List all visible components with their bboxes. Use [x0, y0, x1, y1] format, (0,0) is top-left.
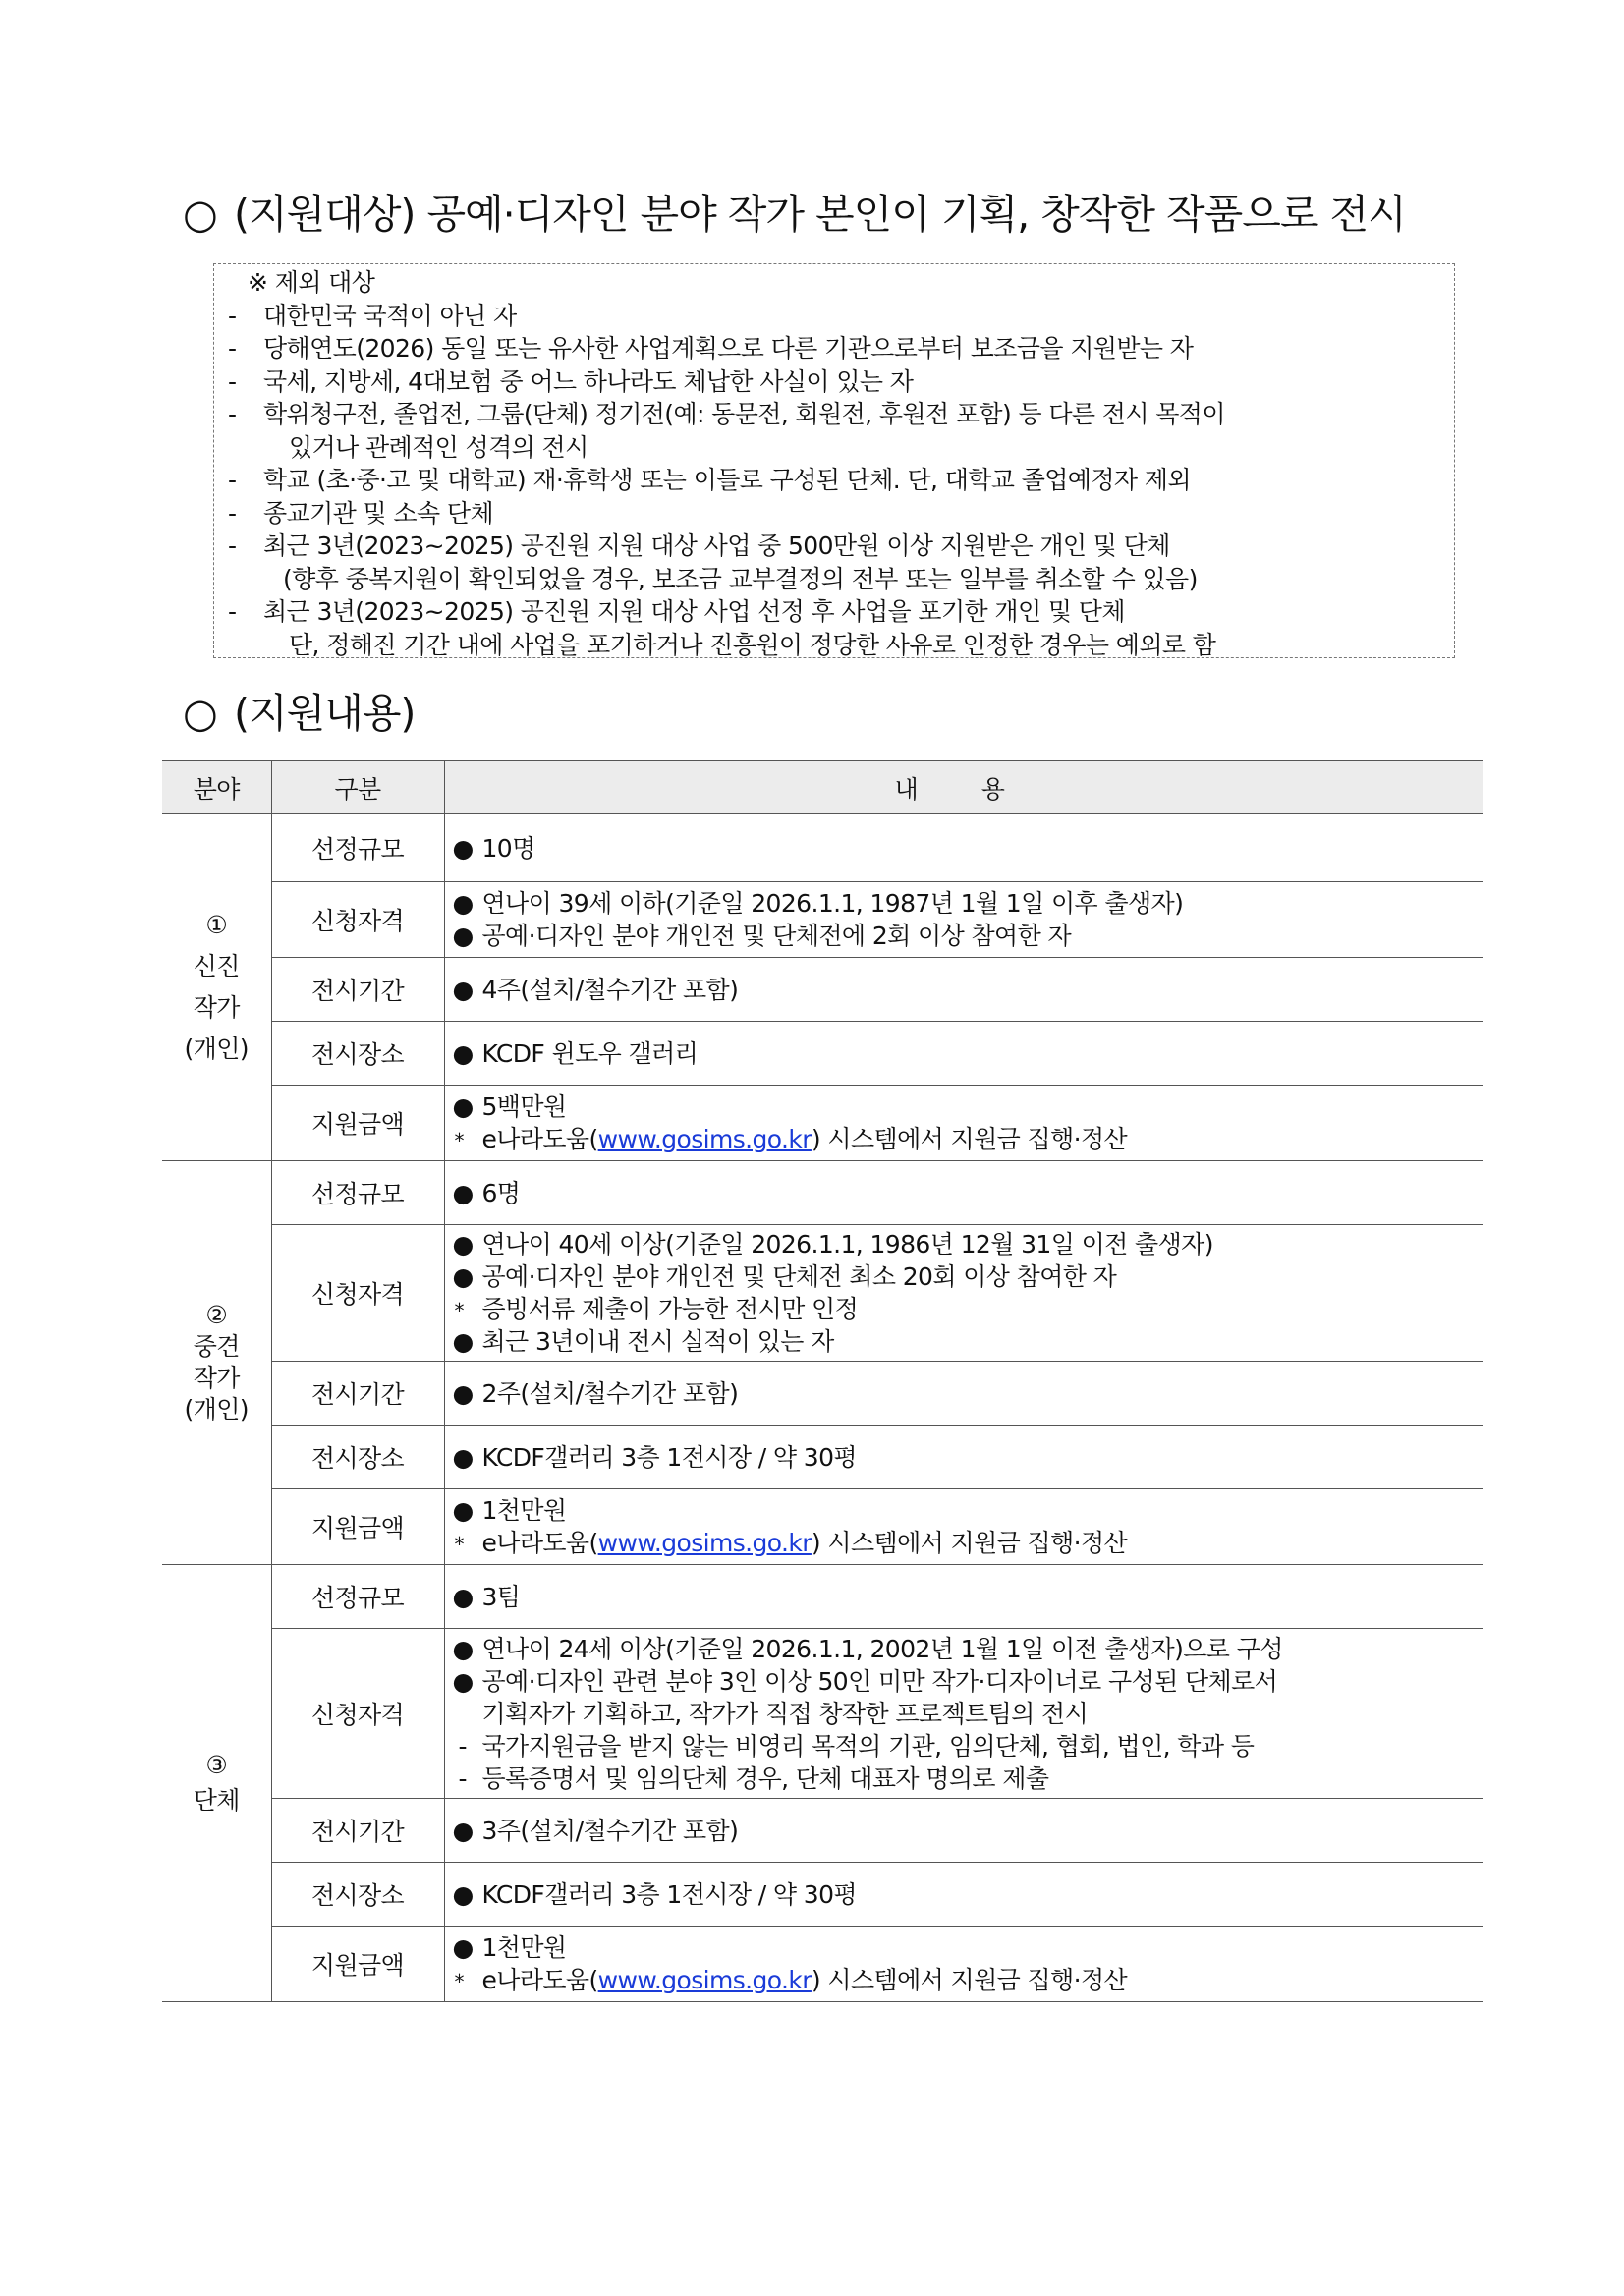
row-content: ● 1천만원 * e나라도움(www.gosims.go.kr) 시스템에서 지원금 집행·정산	[444, 1927, 1483, 2002]
table-row	[162, 958, 1483, 1022]
row-content: ● 연나이 40세 이상(기준일 2026.1.1, 1986년 12월 31일 이전 출생자) ● 공예·디자인 분야 개인전 및 단체전 최소 20회 이상 참여한 자 * 증빙서류 제출이 가능한 전시만 인정 ● 최근 3년이내 전시 실적이 있는 자	[444, 1225, 1483, 1362]
row-label: 선정규모	[271, 1565, 444, 1629]
row-label: 전시장소	[271, 1426, 444, 1489]
exclusion-item: - 대한민국 국적이 아닌 자	[228, 301, 517, 330]
exclusion-item: - 학교 (초·중·고 및 대학교) 재·휴학생 또는 이들로 구성된 단체. 단, 대학교 졸업예정자 제외	[228, 466, 1191, 494]
exclusion-title: ※ 제외 대상	[248, 268, 375, 297]
row-content: ● 3팀	[444, 1565, 1483, 1629]
row-content: ● 1천만원 * e나라도움(www.gosims.go.kr) 시스템에서 지원금 집행·정산	[444, 1489, 1483, 1565]
table-row	[162, 1086, 1483, 1161]
exclusion-item-continuation: (향후 중복지원이 확인되었을 경우, 보조금 교부결정의 전부 또는 일부를 취소할 수 있음)	[283, 564, 1198, 593]
row-label: 지원금액	[271, 1927, 444, 2002]
row-content: ● KCDF갤러리 3층 1전시장 / 약 30평	[444, 1426, 1483, 1489]
gosims-link[interactable]: www.gosims.go.kr	[597, 1529, 812, 1557]
row-content: ● 2주(설치/철수기간 포함)	[444, 1362, 1483, 1426]
header-field: 분야	[162, 761, 271, 814]
row-label: 전시기간	[271, 958, 444, 1022]
row-label: 선정규모	[271, 1161, 444, 1225]
table-row	[162, 1161, 1483, 1225]
row-label: 전시기간	[271, 1799, 444, 1863]
exclusion-box	[213, 263, 1455, 658]
table-row	[162, 1022, 1483, 1086]
gosims-link[interactable]: www.gosims.go.kr	[597, 1966, 812, 1994]
row-label: 전시장소	[271, 1863, 444, 1927]
row-label: 신청자격	[271, 882, 444, 958]
row-label: 전시장소	[271, 1022, 444, 1086]
section-heading-eligibility	[183, 189, 1406, 240]
circle-marker: ○	[183, 690, 217, 737]
header-content: 내 용	[444, 761, 1483, 814]
table-row	[162, 1426, 1483, 1489]
row-label: 선정규모	[271, 814, 444, 882]
table-row	[162, 1489, 1483, 1565]
row-content: ● KCDF 윈도우 갤러리	[444, 1022, 1483, 1086]
exclusion-item: - 당해연도(2026) 동일 또는 유사한 사업계획으로 다른 기관으로부터 보조금을 지원받는 자	[228, 334, 1194, 363]
table-row	[162, 1799, 1483, 1863]
support-table	[162, 760, 1483, 2002]
row-content: ● 연나이 24세 이상(기준일 2026.1.1, 2002년 1월 1일 이전 출생자)으로 구성 ● 공예·디자인 관련 분야 3인 이상 50인 미만 작가·디자이너로 구성된 단체로서 기획자가 기획하고, 작가가 직접 창작한 프로젝트팀의 전시 - 국가지원금을 받지 않는 비영리 목적의 기관, 임의단체, 협회, 법인, 학과 등 - 등록증명서 및 임의단체 경우, 단체 대표자 명의로 제출	[444, 1629, 1483, 1799]
row-label: 지원금액	[271, 1086, 444, 1161]
gosims-link[interactable]: www.gosims.go.kr	[597, 1125, 812, 1153]
exclusion-item: - 국세, 지방세, 4대보험 중 어느 하나라도 체납한 사실이 있는 자	[228, 366, 914, 396]
row-content: ● 연나이 39세 이하(기준일 2026.1.1, 1987년 1월 1일 이후 출생자) ● 공예·디자인 분야 개인전 및 단체전에 2회 이상 참여한 자	[444, 882, 1483, 958]
table-row	[162, 814, 1483, 882]
exclusion-item-continuation: 단, 정해진 기간 내에 사업을 포기하거나 진흥원이 정당한 사유로 인정한 경우는 예외로 함	[289, 630, 1216, 659]
exclusion-item-continuation: 있거나 관례적인 성격의 전시	[289, 432, 588, 462]
table-row	[162, 1225, 1483, 1362]
table-row	[162, 1927, 1483, 2002]
row-content: ● 5백만원 * e나라도움(www.gosims.go.kr) 시스템에서 지원금 집행·정산	[444, 1086, 1483, 1161]
section-title: (지원대상) 공예·디자인 분야 작가 본인이 기획, 창작한 작품으로 전시	[234, 191, 1406, 238]
exclusion-item: - 최근 3년(2023~2025) 공진원 지원 대상 사업 선정 후 사업을 포기한 개인 및 단체	[228, 597, 1125, 626]
category-cell: ② 중견 작가 (개인)	[162, 1161, 271, 1565]
section-heading-support	[183, 688, 415, 739]
section-title: (지원내용)	[234, 690, 416, 737]
row-label: 지원금액	[271, 1489, 444, 1565]
row-label: 전시기간	[271, 1362, 444, 1426]
table-row	[162, 1362, 1483, 1426]
exclusion-item: - 최근 3년(2023~2025) 공진원 지원 대상 사업 중 500만원 이상 지원받은 개인 및 단체	[228, 532, 1170, 560]
row-content: ● 6명	[444, 1161, 1483, 1225]
row-content: ● KCDF갤러리 3층 1전시장 / 약 30평	[444, 1863, 1483, 1927]
table-row	[162, 1863, 1483, 1927]
table-row	[162, 1565, 1483, 1629]
row-content: ● 4주(설치/철수기간 포함)	[444, 958, 1483, 1022]
exclusion-item: - 학위청구전, 졸업전, 그룹(단체) 정기전(예: 동문전, 회원전, 후원전 포함) 등 다른 전시 목적이	[228, 400, 1225, 428]
category-cell: ③ 단체	[162, 1565, 271, 2002]
row-content: ● 3주(설치/철수기간 포함)	[444, 1799, 1483, 1863]
row-label: 신청자격	[271, 1225, 444, 1362]
category-cell: ① 신진 작가 (개인)	[162, 814, 271, 1161]
table-row	[162, 1629, 1483, 1799]
row-label: 신청자격	[271, 1629, 444, 1799]
row-content: ● 10명	[444, 814, 1483, 882]
table-row	[162, 882, 1483, 958]
circle-marker: ○	[183, 191, 217, 238]
table-header-row	[162, 761, 1483, 814]
header-type: 구분	[271, 761, 444, 814]
exclusion-item: - 종교기관 및 소속 단체	[228, 498, 493, 528]
